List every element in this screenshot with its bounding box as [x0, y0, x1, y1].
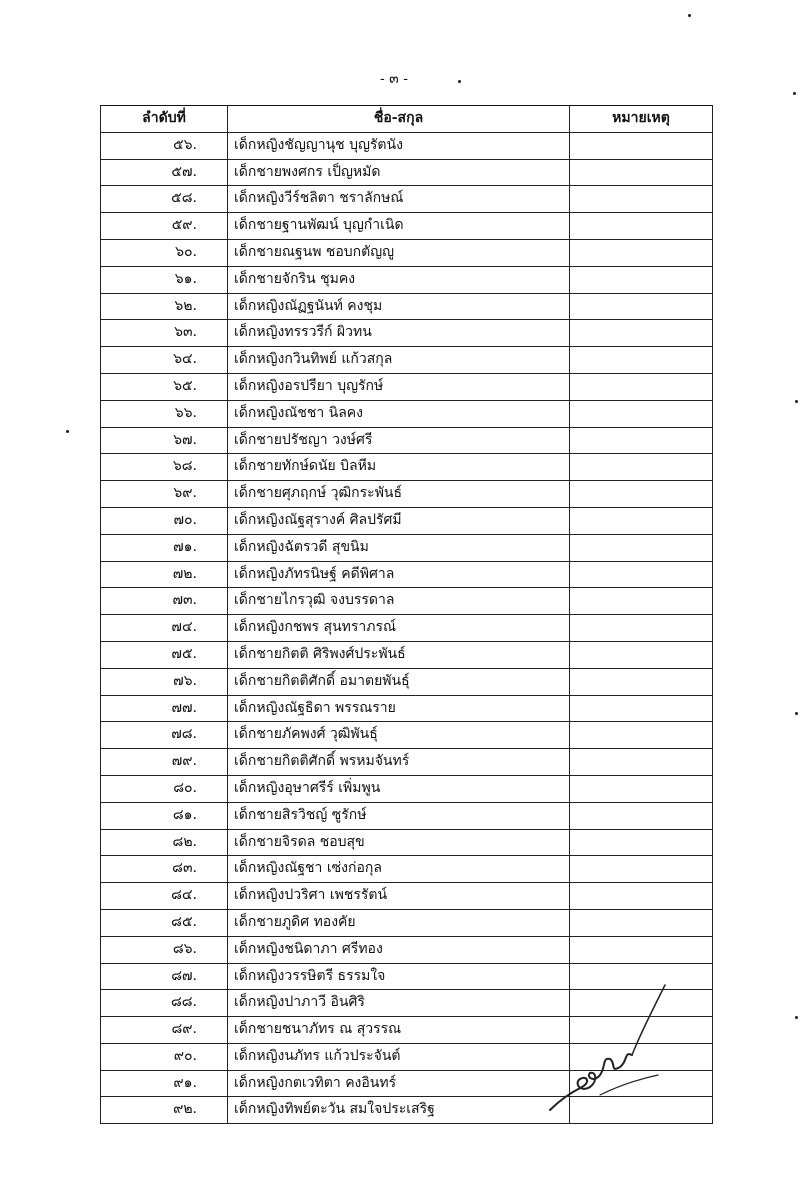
row-student-name: เด็กหญิงทรรวรีก์ ผิวทน: [228, 320, 570, 347]
row-note: [570, 588, 713, 615]
header-order: ลำดับที่: [101, 106, 228, 133]
table-row: [101, 883, 713, 910]
row-note: [570, 454, 713, 481]
scan-speck: [793, 92, 796, 95]
table-row: [101, 668, 713, 695]
row-note: [570, 320, 713, 347]
header-name: ชื่อ-สกุล: [228, 106, 570, 133]
row-student-name: เด็กชายพงศกร เป็ญหมัด: [228, 159, 570, 186]
row-note: [570, 695, 713, 722]
row-order-number: ๘๐.: [101, 775, 228, 802]
scan-speck: [688, 14, 691, 17]
row-order-number: ๙๑.: [101, 1070, 228, 1097]
row-note: [570, 266, 713, 293]
row-student-name: เด็กชายสิรวิชญ์ ซูรักษ์: [228, 802, 570, 829]
table-row: [101, 132, 713, 159]
row-student-name: เด็กชายศุภฤกษ์ วุฒิกระพันธ์: [228, 481, 570, 508]
row-note: [570, 132, 713, 159]
table-row: [101, 427, 713, 454]
table-header-row: [101, 106, 713, 133]
row-student-name: เด็กชายจักริน ชุมคง: [228, 266, 570, 293]
row-note: [570, 829, 713, 856]
row-order-number: ๕๗.: [101, 159, 228, 186]
row-note: [570, 615, 713, 642]
row-order-number: ๘๘.: [101, 990, 228, 1017]
table-row: [101, 320, 713, 347]
row-order-number: ๖๙.: [101, 481, 228, 508]
row-student-name: เด็กหญิงฉัตรวดี สุขนิม: [228, 534, 570, 561]
row-note: [570, 802, 713, 829]
row-order-number: ๗๘.: [101, 722, 228, 749]
row-student-name: เด็กหญิงอุษาศรีร์ เพิ่มพูน: [228, 775, 570, 802]
row-note: [570, 856, 713, 883]
row-note: [570, 373, 713, 400]
page-number: - ๓ -: [380, 71, 408, 87]
table-row: [101, 641, 713, 668]
row-order-number: ๕๙.: [101, 213, 228, 240]
row-order-number: ๖๓.: [101, 320, 228, 347]
row-order-number: ๖๕.: [101, 373, 228, 400]
row-student-name: เด็กหญิงปวริศา เพชรรัตน์: [228, 883, 570, 910]
row-note: [570, 561, 713, 588]
table-row: [101, 186, 713, 213]
row-student-name: เด็กหญิงวรรษิตรี ธรรมใจ: [228, 963, 570, 990]
row-order-number: ๖๑.: [101, 266, 228, 293]
table-row: [101, 266, 713, 293]
row-note: [570, 213, 713, 240]
row-student-name: เด็กหญิงณัฐธิดา พรรณราย: [228, 695, 570, 722]
row-note: [570, 909, 713, 936]
row-student-name: เด็กหญิงชนิดาภา ศรีทอง: [228, 936, 570, 963]
row-student-name: เด็กชายปรัชญา วงษ์ศรี: [228, 427, 570, 454]
row-order-number: ๕๘.: [101, 186, 228, 213]
row-order-number: ๘๕.: [101, 909, 228, 936]
row-note: [570, 775, 713, 802]
row-note: [570, 641, 713, 668]
table-row: [101, 159, 713, 186]
row-student-name: เด็กหญิงภัทรนิษฐ์ คดีพิศาล: [228, 561, 570, 588]
row-student-name: เด็กหญิงวีร์ชลิตา ชราลักษณ์: [228, 186, 570, 213]
table-row: [101, 936, 713, 963]
row-note: [570, 400, 713, 427]
row-student-name: เด็กหญิงทิพย์ตะวัน สมใจประเสริฐ: [228, 1097, 570, 1124]
row-student-name: เด็กหญิงปาภาวี อินศิริ: [228, 990, 570, 1017]
row-order-number: ๘๗.: [101, 963, 228, 990]
row-order-number: ๙๒.: [101, 1097, 228, 1124]
row-order-number: ๗๖.: [101, 668, 228, 695]
row-order-number: ๗๔.: [101, 615, 228, 642]
row-note: [570, 534, 713, 561]
table-row: [101, 400, 713, 427]
table-row: [101, 534, 713, 561]
row-order-number: ๙๐.: [101, 1043, 228, 1070]
row-note: [570, 507, 713, 534]
row-order-number: ๘๑.: [101, 802, 228, 829]
scan-speck: [795, 400, 798, 403]
table-row: [101, 481, 713, 508]
table-row: [101, 775, 713, 802]
table-row: [101, 909, 713, 936]
row-student-name: เด็กหญิงอรปรียา บุญรักษ์: [228, 373, 570, 400]
row-order-number: ๖๗.: [101, 427, 228, 454]
row-student-name: เด็กชายทักษ์ดนัย บิลหีม: [228, 454, 570, 481]
row-order-number: ๘๒.: [101, 829, 228, 856]
table-row: [101, 293, 713, 320]
table-row: [101, 802, 713, 829]
table-row: [101, 454, 713, 481]
header-note: หมายเหตุ: [570, 106, 713, 133]
table-row: [101, 213, 713, 240]
table-row: [101, 749, 713, 776]
row-student-name: เด็กชายภัคพงศ์ วุฒิพันธุ์: [228, 722, 570, 749]
row-student-name: เด็กชายกิตติศักดิ์ พรหมจันทร์: [228, 749, 570, 776]
table-row: [101, 588, 713, 615]
row-student-name: เด็กชายชนาภัทร ณ สุวรรณ: [228, 1017, 570, 1044]
row-student-name: เด็กชายกิตติศักดิ์ อมาตยพันธุ์: [228, 668, 570, 695]
row-order-number: ๗๒.: [101, 561, 228, 588]
row-student-name: เด็กหญิงกตเวทิตา คงอินทร์: [228, 1070, 570, 1097]
row-student-name: เด็กชายภูดิศ ทองคัย: [228, 909, 570, 936]
row-student-name: เด็กชายณฐนพ ชอบกตัญญู: [228, 239, 570, 266]
row-note: [570, 936, 713, 963]
row-student-name: เด็กชายฐานพัฒน์ บุญกำเนิด: [228, 213, 570, 240]
row-order-number: ๗๙.: [101, 749, 228, 776]
scan-speck: [458, 80, 461, 83]
row-order-number: ๗๐.: [101, 507, 228, 534]
row-order-number: ๖๘.: [101, 454, 228, 481]
row-order-number: ๘๖.: [101, 936, 228, 963]
scan-speck: [795, 1016, 798, 1019]
row-order-number: ๖๖.: [101, 400, 228, 427]
row-note: [570, 749, 713, 776]
scan-speck: [66, 430, 69, 433]
scan-speck: [795, 712, 798, 715]
row-order-number: ๕๖.: [101, 132, 228, 159]
row-note: [570, 159, 713, 186]
row-student-name: เด็กหญิงกชพร สุนทราภรณ์: [228, 615, 570, 642]
row-note: [570, 347, 713, 374]
student-roster-table: [100, 105, 713, 1124]
table-row: [101, 239, 713, 266]
table-row: [101, 507, 713, 534]
row-order-number: ๖๒.: [101, 293, 228, 320]
table-row: [101, 829, 713, 856]
table-row: [101, 695, 713, 722]
row-note: [570, 239, 713, 266]
row-student-name: เด็กหญิงณัชชา นิลคง: [228, 400, 570, 427]
row-student-name: เด็กหญิงชัญญานุช บุญรัตนัง: [228, 132, 570, 159]
row-note: [570, 668, 713, 695]
row-student-name: เด็กหญิงณัฐชา เซ่งก่อกุล: [228, 856, 570, 883]
table-row: [101, 347, 713, 374]
row-student-name: เด็กชายกิตติ ศิริพงศ์ประพันธ์: [228, 641, 570, 668]
table-row: [101, 722, 713, 749]
row-order-number: ๘๔.: [101, 883, 228, 910]
row-note: [570, 883, 713, 910]
row-note: [570, 293, 713, 320]
handwritten-signature: [540, 975, 670, 1125]
row-note: [570, 186, 713, 213]
row-note: [570, 427, 713, 454]
row-note: [570, 481, 713, 508]
row-order-number: ๗๓.: [101, 588, 228, 615]
row-order-number: ๗๑.: [101, 534, 228, 561]
table-row: [101, 856, 713, 883]
table-row: [101, 373, 713, 400]
row-student-name: เด็กหญิงกวินทิพย์ แก้วสกุล: [228, 347, 570, 374]
row-order-number: ๖๐.: [101, 239, 228, 266]
table-row: [101, 561, 713, 588]
table-row: [101, 615, 713, 642]
row-order-number: ๖๔.: [101, 347, 228, 374]
row-order-number: ๗๕.: [101, 641, 228, 668]
row-student-name: เด็กหญิงนภัทร แก้วประจันต์: [228, 1043, 570, 1070]
row-student-name: เด็กหญิงณัฐสุรางค์ ศิลปรัศมี: [228, 507, 570, 534]
row-student-name: เด็กชายไกรวุฒิ จงบรรดาล: [228, 588, 570, 615]
row-order-number: ๘๙.: [101, 1017, 228, 1044]
row-student-name: เด็กหญิงณัฏฐนันท์ คงชุม: [228, 293, 570, 320]
row-order-number: ๘๓.: [101, 856, 228, 883]
row-note: [570, 722, 713, 749]
row-order-number: ๗๗.: [101, 695, 228, 722]
row-student-name: เด็กชายจิรดล ชอบสุข: [228, 829, 570, 856]
